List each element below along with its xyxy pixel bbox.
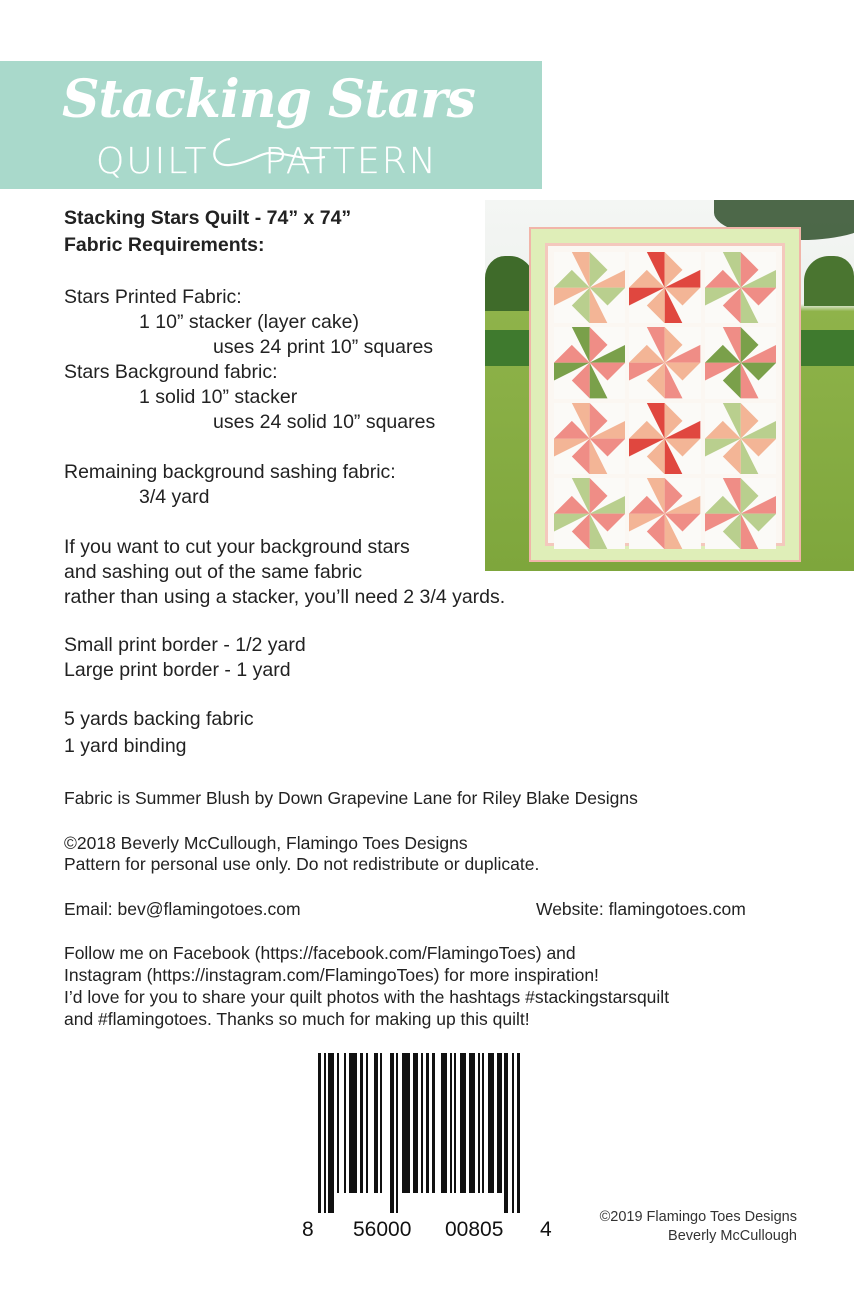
barcode-group-1: 56000 (353, 1218, 412, 1241)
alt-cut-line-1: If you want to cut your background stars (64, 536, 410, 558)
quilt-star-block (705, 478, 776, 549)
small-border: Small print border - 1/2 yard (64, 634, 306, 656)
footer-credit-line-2: Beverly McCullough (668, 1228, 797, 1244)
fabric-requirements-heading: Fabric Requirements: (64, 234, 265, 256)
binding: 1 yard binding (64, 735, 187, 757)
barcode-icon (316, 1053, 546, 1213)
barcode-digit-last: 4 (540, 1218, 552, 1241)
quilt-star-block (554, 403, 625, 474)
copyright-line-1: ©2018 Beverly McCullough, Flamingo Toes Designs (64, 833, 468, 853)
title-script: Stacking Stars (62, 69, 475, 130)
title-banner (0, 61, 542, 189)
quilt-star-block (629, 403, 700, 474)
barcode-digit-first: 8 (302, 1218, 314, 1241)
quilt-star-block (554, 252, 625, 323)
subtitle-pattern: PATTERN (264, 141, 438, 182)
quilt-size-heading: Stacking Stars Quilt - 74” x 74” (64, 207, 352, 229)
printed-fabric-note: uses 24 print 10” squares (213, 336, 434, 358)
barcode-group-2: 00805 (445, 1218, 504, 1241)
quilt-photo (485, 200, 854, 571)
quilt (529, 227, 801, 562)
copyright-line-2: Pattern for personal use only. Do not redistribute or duplicate. (64, 854, 540, 874)
subtitle-quilt: QUILT (96, 141, 209, 182)
fabric-note: Fabric is Summer Blush by Down Grapevine Lane for Riley Blake Designs (64, 788, 638, 808)
footer-credit-line-1: ©2019 Flamingo Toes Designs (599, 1209, 797, 1225)
sashing-label: Remaining background sashing fabric: (64, 461, 396, 483)
tree-right (804, 256, 854, 306)
background-fabric-label: Stars Background fabric: (64, 361, 278, 383)
follow-line-3: I’d love for you to share your quilt photos with the hashtags #stackingstarsquilt (64, 987, 670, 1007)
background-fabric-qty: 1 solid 10” stacker (139, 386, 298, 408)
quilt-star-block (554, 478, 625, 549)
email-link[interactable]: Email: bev@flamingotoes.com (64, 899, 301, 919)
quilt-star-block (629, 252, 700, 323)
backing: 5 yards backing fabric (64, 708, 254, 730)
quilt-star-block (554, 327, 625, 398)
alt-cut-line-3: rather than using a stacker, you’ll need 2 3/4 yards. (64, 586, 506, 608)
footer-credit (600, 1208, 797, 1246)
quilt-star-block (705, 403, 776, 474)
quilt-star-block (629, 478, 700, 549)
title-subtitle (96, 141, 438, 182)
sashing-qty: 3/4 yard (139, 486, 210, 508)
quilt-star-block (629, 327, 700, 398)
website-link[interactable]: Website: flamingotoes.com (536, 899, 746, 919)
quilt-blocks-grid (545, 243, 785, 546)
printed-fabric-qty: 1 10” stacker (layer cake) (139, 311, 359, 333)
follow-line-2: Instagram (https://instagram.com/FlamingoToes) for more inspiration! (64, 965, 599, 985)
alt-cut-line-2: and sashing out of the same fabric (64, 561, 363, 583)
printed-fabric-label: Stars Printed Fabric: (64, 286, 242, 308)
quilt-star-block (705, 252, 776, 323)
large-border: Large print border - 1 yard (64, 659, 291, 681)
tree-left (485, 256, 535, 311)
quilt-star-block (705, 327, 776, 398)
follow-line-4: and #flamingotoes. Thanks so much for making up this quilt! (64, 1009, 530, 1029)
follow-line-1: Follow me on Facebook (https://facebook.com/FlamingoToes) and (64, 943, 576, 963)
background-fabric-note: uses 24 solid 10” squares (213, 411, 436, 433)
